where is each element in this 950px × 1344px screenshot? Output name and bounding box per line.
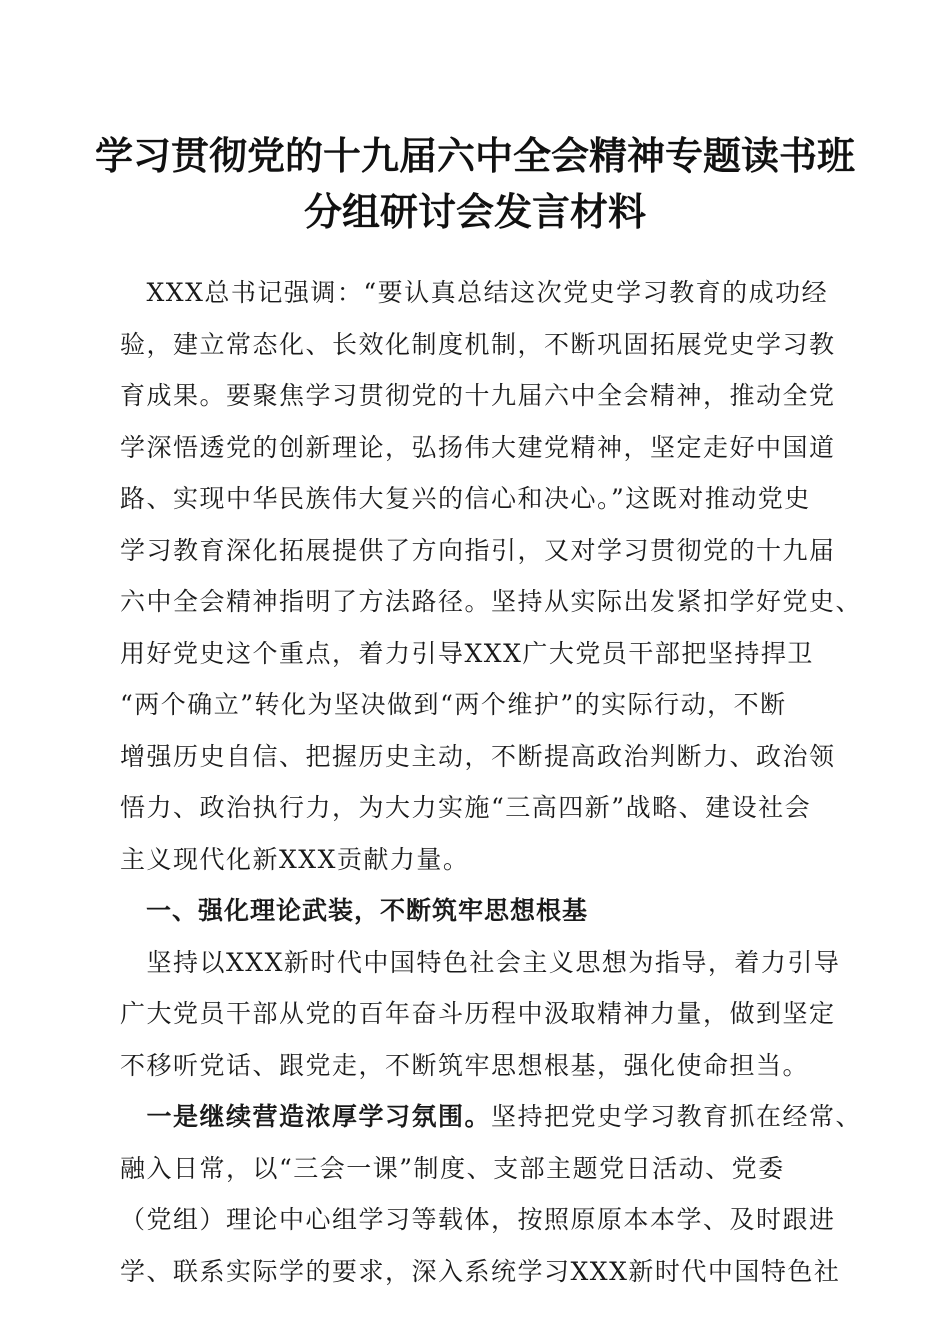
text-line: 路、实现中华民族伟大复兴的信心和决心。”这既对推动党史 [120,484,811,513]
point-text: 坚持把党史学习教育抓在经常、 [491,1102,863,1131]
text-line: 不移听党话、跟党走，不断筑牢思想根基，强化使命担当。 [120,1050,810,1080]
text-line: “两个确立”转化为坚决做到“两个维护”的实际行动，不断 [120,690,787,719]
title-line-1: 学习贯彻党的十九届六中全会精神专题读书班 [94,133,855,178]
text-line [120,1091,863,1143]
section-heading-1 [120,885,838,937]
text-line: 悟力、政治执行力，为大力实施“三高四新”战略、建设社会 [120,793,812,822]
paragraph-section-1 [120,937,841,1092]
text-line: 主义现代化新XXX贡献力量。 [120,844,470,874]
text-line: （党组）理论中心组学习等载体，按照原原本本学、及时跟进 [120,1205,836,1234]
text-line: 融入日常，以“三会一课”制度、支部主题党日活动、党委 [120,1153,785,1183]
text-line: 坚持以XXX新时代中国特色社会主义思想为指导，着力引导 [120,947,841,977]
paragraph-intro [120,267,863,885]
text-line: 验，建立常态化、长效化制度机制，不断巩固拓展党史学习教 [120,329,836,359]
document-body [120,267,863,1297]
heading-text: 一、强化理论武装，不断筑牢思想根基 [120,896,589,925]
paragraph-point-1 [120,1091,863,1297]
text-line: 育成果。要聚焦学习贯彻党的十九届六中全会精神，推动全党 [120,381,836,410]
text-line: 学深悟透党的创新理论，弘扬伟大建党精神，坚定走好中国道 [120,432,836,462]
text-line: 学习教育深化拓展提供了方向指引，又对学习贯彻党的十九届 [120,535,836,565]
text-line: XXX总书记强调：“要认真总结这次党史学习教育的成功经 [120,278,829,307]
text-line: 用好党史这个重点，着力引导XXX广大党员干部把坚持捍卫 [120,638,814,668]
text-line: 广大党员干部从党的百年奋斗历程中汲取精神力量，做到坚定 [120,999,836,1028]
title-line-2: 分组研讨会发言材料 [303,189,646,234]
text-line: 六中全会精神指明了方法路径。坚持从实际出发紧扣学好党史、 [120,587,863,616]
text-line: 增强历史自信、把握历史主动，不断提高政治判断力、政治领 [120,741,836,771]
text-line: 学、联系实际学的要求，深入系统学习XXX新时代中国特色社 [120,1256,841,1286]
point-lead: 一是继续营造浓厚学习氛围。 [120,1102,492,1131]
document-title [60,128,890,240]
